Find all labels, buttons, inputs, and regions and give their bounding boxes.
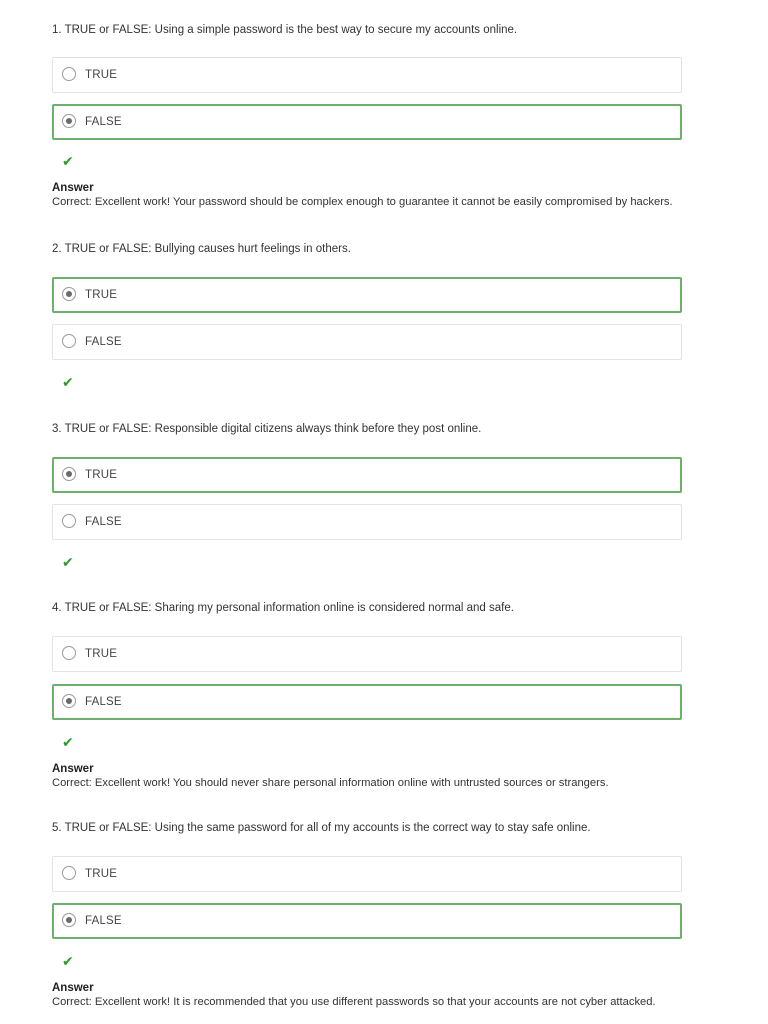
option-label: FALSE [85,336,122,348]
radio-button[interactable] [62,467,76,481]
check-icon: ✔ [62,953,74,969]
radio-button[interactable] [62,514,76,528]
check-icon: ✔ [62,374,74,390]
answer-text: Correct: Excellent work! You should never share personal information online with untrusted sources or strangers. [52,777,609,789]
question-3-text: 3. TRUE or FALSE: Responsible digital citizens always think before they post online. [52,423,482,435]
question-1-option-true[interactable] [52,57,682,93]
question-2-option-false[interactable] [52,324,682,360]
question-5 [52,820,686,836]
option-label: TRUE [85,69,118,81]
radio-button[interactable] [62,114,76,128]
radio-button[interactable] [62,67,76,81]
option-label: TRUE [85,648,118,660]
radio-button[interactable] [62,287,76,301]
question-5-option-true[interactable] [52,856,682,892]
answer-title: Answer [52,982,94,994]
radio-button[interactable] [62,866,76,880]
question-5-option-false[interactable] [52,903,682,939]
question-3 [52,421,686,437]
question-4-option-true[interactable] [52,636,682,672]
answer-block-5 [52,981,712,1010]
option-label: TRUE [85,289,118,301]
answer-title: Answer [52,763,94,775]
option-label: FALSE [85,516,122,528]
answer-text: Correct: Excellent work! It is recommended that you use different passwords so that your accounts are not cyber attacked. [52,996,656,1008]
option-label: TRUE [85,469,118,481]
option-label: FALSE [85,915,122,927]
question-2-option-true[interactable] [52,277,682,313]
option-label: FALSE [85,116,122,128]
question-5-text: 5. TRUE or FALSE: Using the same password for all of my accounts is the correct way to stay safe online. [52,822,591,834]
answer-text: Correct: Excellent work! Your password should be complex enough to guarantee it cannot be easily compromised by hackers. [52,196,673,208]
radio-button[interactable] [62,334,76,348]
question-1-option-false[interactable] [52,104,682,140]
option-label: FALSE [85,696,122,708]
check-icon: ✔ [62,554,74,570]
question-3-option-true[interactable] [52,457,682,493]
answer-block-1 [52,181,712,210]
radio-button[interactable] [62,646,76,660]
question-1-text: 1. TRUE or FALSE: Using a simple password is the best way to secure my accounts online. [52,24,518,36]
question-3-option-false[interactable] [52,504,682,540]
question-1 [52,22,686,38]
check-icon: ✔ [62,153,74,169]
question-4-option-false[interactable] [52,684,682,720]
radio-button[interactable] [62,694,76,708]
question-2 [52,241,686,257]
answer-block-4 [52,762,712,791]
question-4 [52,600,686,616]
radio-button[interactable] [62,913,76,927]
check-icon: ✔ [62,734,74,750]
option-label: TRUE [85,868,118,880]
question-4-text: 4. TRUE or FALSE: Sharing my personal information online is considered normal and safe. [52,602,514,614]
question-2-text: 2. TRUE or FALSE: Bullying causes hurt feelings in others. [52,243,351,255]
answer-title: Answer [52,182,94,194]
